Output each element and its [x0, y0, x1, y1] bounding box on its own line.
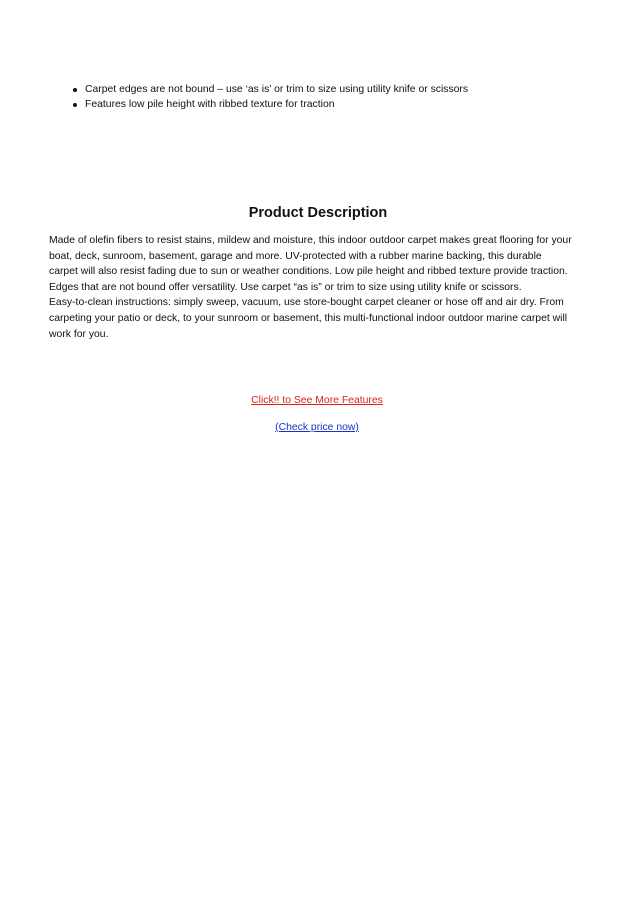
- product-description: [49, 233, 597, 342]
- description-line: work for you.: [49, 328, 109, 340]
- section-title: Product Description: [248, 205, 388, 221]
- description-line: Made of olefin fibers to resist stains, mildew and moisture, this indoor outdoor carpet makes great flooring for your: [49, 235, 572, 246]
- bullet-text: Features low pile height with ribbed texture for traction: [85, 99, 335, 110]
- description-line: Easy-to-clean instructions: simply sweep, vacuum, use store-bought carpet cleaner or hose off and air dry. From: [49, 297, 564, 309]
- description-line: boat, deck, sunroom, basement, garage and more. UV-protected with a rubber marine backing, this durable: [49, 250, 542, 262]
- bullet-item: [0, 82, 638, 97]
- bullet-dot-icon: [73, 88, 77, 92]
- description-line: carpet will also resist fading due to sun or weather conditions. Low pile height and ribbed texture provide traction.: [49, 266, 568, 278]
- check-price-link[interactable]: (Check price now): [275, 422, 359, 433]
- bullet-text: Carpet edges are not bound – use ‘as is’ or trim to size using utility knife or scissors: [85, 84, 469, 95]
- description-line: Edges that are not bound offer versatility. Use carpet “as is” or trim to size using utility knife or scissors.: [49, 281, 522, 293]
- bullet-item: [0, 97, 638, 112]
- description-line: carpeting your patio or deck, to your sunroom or basement, this multi-functional indoor outdoor marine carpet will: [49, 312, 568, 324]
- bullet-dot-icon: [73, 103, 77, 107]
- see-more-features-link[interactable]: Click!! to See More Features: [251, 395, 383, 406]
- feature-bullet-list: [0, 82, 638, 112]
